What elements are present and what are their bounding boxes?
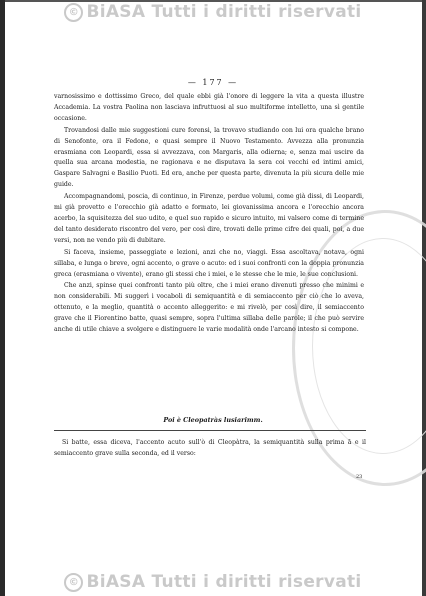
footnote-mark: 23 — [356, 474, 363, 480]
paragraph-1: varnosissimo e dottissimo Greco, del quale ebbi già l'onore di leggere la vita a questa illustre Accademia. La vostra Paolina non lasciava infruttuosi al suo multiforme intelletto, una sì gentile occasione. — [54, 93, 364, 122]
copyright-icon: © — [64, 3, 83, 22]
paragraph-4: Si faceva, insieme, passeggiate e lezioni, anzi che no, viaggi. Essa ascoltava, notava, ogni sillaba, e lunga o breve, ogni accento, o grave o acuto: ed i suoi confronti con la doppia pronunzia greca (erasmiana o vivente), erano gli stessi che i miei, e le stesse che le mie, le sue conclusioni. — [54, 248, 364, 278]
verse-caption: Poi è Cleopatràs lusiarimm. — [163, 416, 263, 424]
copyright-icon: © — [64, 573, 83, 592]
watermark-bottom — [0, 572, 426, 592]
watermark-top — [0, 2, 426, 22]
scan-edge-left — [0, 0, 5, 596]
body-text — [54, 92, 364, 336]
watermark-bottom-text: BiASA Tutti i diritti riservati — [86, 572, 362, 592]
bottom-paragraph: Si batte, essa diceva, l'accento acuto sull'ò di Cleopàtra, la semiquantità sulla prima ā e il semiaccento grave sulla seconda, ed il verso: — [54, 439, 366, 457]
bottom-text — [54, 438, 366, 460]
page-number: — 177 — — [187, 78, 239, 87]
paragraph-2: Trovandosi dalle mie suggestioni cure forensi, la trovavo studiando con lui ora qualche brano di Senofonte, ora il Fedone, e quasi sempre il Nuovo Testamento. Avvezza alla pronunzia erasmiana con Leopardi, essa si avvezzava, con Margaris, alla odierna; e, senza mai uscire da quella sua arcana modestia, ne ragionava e ne disputava la sera coi vecchi ed intimi amici, Gaspare Salvagni e Basilio Puoti. Ed era, anche per questa parte, divenuta la più sicura delle mie guide. — [54, 126, 364, 189]
paragraph-5: Che anzi, spinse quei confronti tanto più oltre, che i miei erano divenuti presso che minimi e non considerabili. Mi suggerì i vocaboli di semiquantità e di semiaccento per ciò che lo aveva, ottenuto, e la meglio, quantità o accento alleggerito: e mi rivelò, per così dire, il semiaccento grave che il Fiorentino batte, quasi sempre, sopra l'ultima sillaba delle parole; il che può servire anche di utile chiave a svolgere e distinguere le varie modalità onde l'arcano intesto si compone. — [54, 282, 364, 334]
watermark-top-text: BiASA Tutti i diritti riservati — [86, 2, 362, 22]
horizontal-rule — [54, 430, 366, 431]
paragraph-3: Accompagnandomi, poscia, di continuo, in Firenze, perdue volumi, come già dissi, di Leopardi, mi già provetto e l'orecchio già adatto e formato, lei giovanissima ancora e l'orecchio ancora acerbo, la squisitezza del suo udito, e quel suo rapido e sicuro intuito, mi valsero come di termine del tanto desiderato riscontro del vero, per così dire, trovati delle prime cifre dei quali, poi, a due versi, non ne vendo più di dubitare. — [54, 193, 364, 244]
